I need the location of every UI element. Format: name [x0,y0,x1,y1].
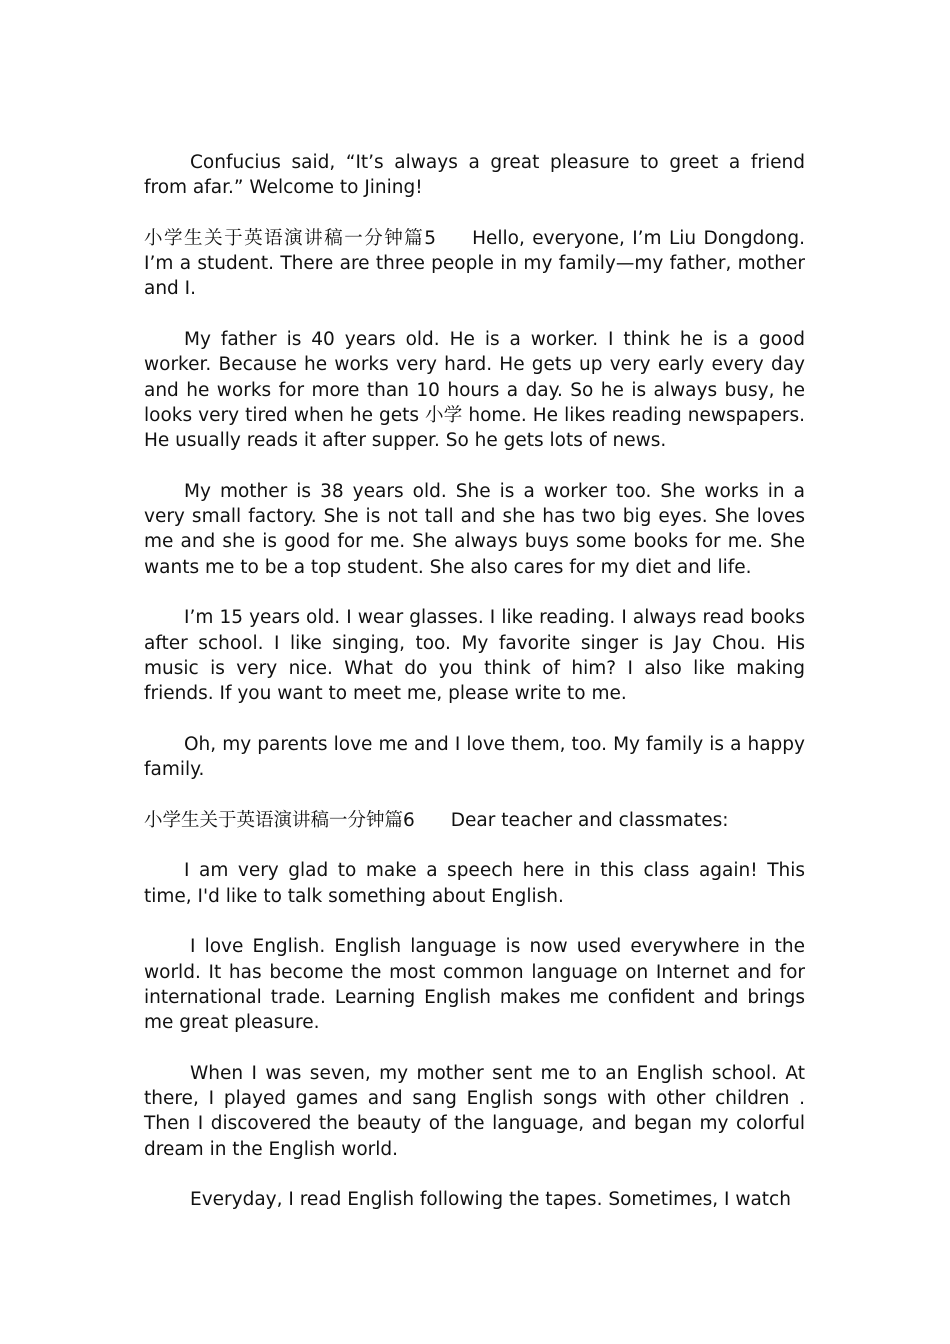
paragraph-father: My father is 40 years old. He is a worker. I think he is a good worker. Because he works very hard. He gets up very early every day and he works for more than 10 hours a day. So he is always busy, he looks very tired when he gets 小学 home. He likes reading newspapers. He usually reads it after supper. So he gets lots of news. [144,329,805,452]
section-6 [144,808,805,833]
paragraph-greeting: Hello, everyone, I’m Liu Dongdong. I’m a student. There are three people in my family—my father, mother and I. [144,227,806,300]
paragraph-confucius: Confucius said, “It’s always a great pleasure to greet a friend from afar.” Welcome to Jining! [144,152,805,199]
paragraph-love-english: I love English. English language is now used everywhere in the world. It has become the most common language on Internet and for international trade. Learning English makes me confident and brings me great pleasure. [144,936,805,1034]
section-heading-6: 小学生关于英语演讲稿一分钟篇6 [144,809,415,831]
paragraph-self: I’m 15 years old. I wear glasses. I like reading. I always read books after school. I like singing, too. My favorite singer is Jay Chou. His music is very nice. What do you think of him? I also like making friends. If you want to meet me, please write to me. [144,607,805,705]
section-5 [144,226,805,302]
paragraph-mother: My mother is 38 years old. She is a worker too. She works in a very small factory. She is not tall and she has two big eyes. She loves me and she is good for me. She always buys some books for me. She wants me to be a top student. She also cares for my diet and life. [144,480,805,578]
section-heading-5: 小学生关于英语演讲稿一分钟篇5 [144,227,437,249]
paragraph-family: Oh, my parents love me and I love them, too. My family is a happy family. [144,733,805,781]
paragraph-english-school: When I was seven, my mother sent me to an English school. At there, I played games and sang English songs with other children . Then I discovered the beauty of the language, and began my colorful dream in the English world. [144,1062,805,1160]
paragraph-salutation: Dear teacher and classmates: [450,809,729,831]
document-body [144,150,805,1238]
paragraph-everyday: Everyday, I read English following the tapes. Sometimes, I watch [190,1189,791,1211]
paragraph-speech-intro: I am very glad to make a speech here in this class again! This time, I'd like to talk something about English. [144,860,805,907]
